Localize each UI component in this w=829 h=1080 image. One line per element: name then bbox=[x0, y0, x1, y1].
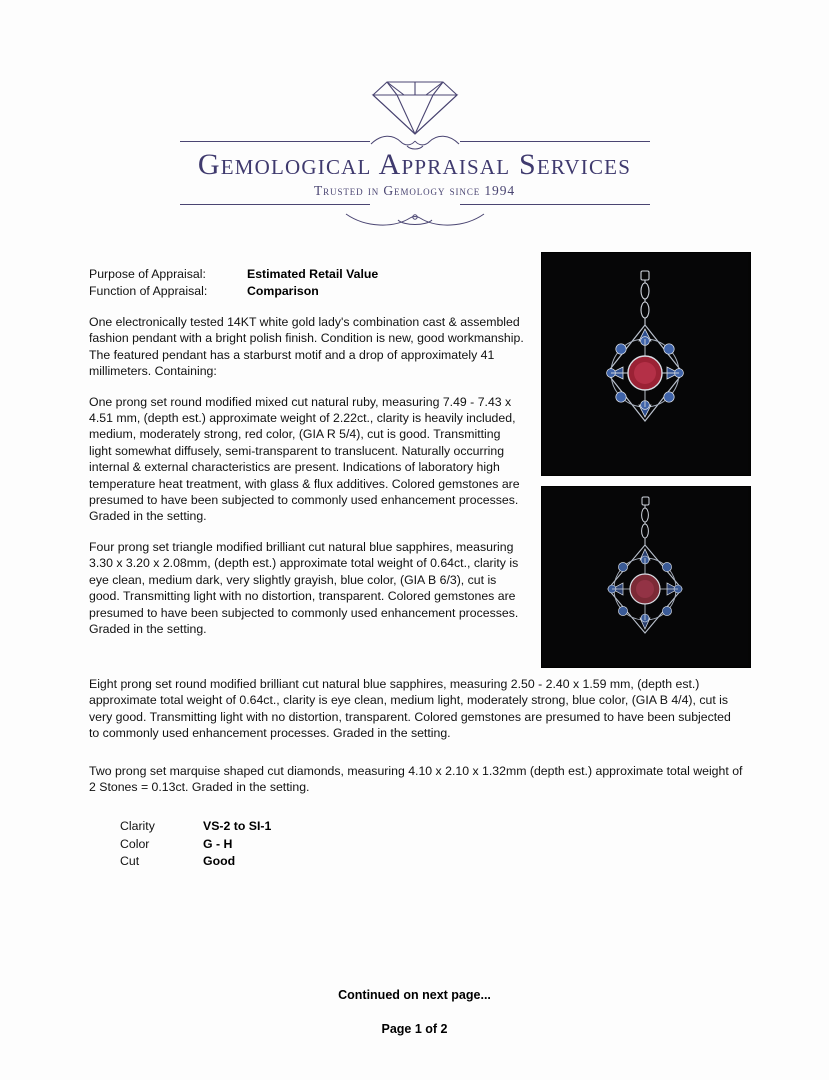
document-header bbox=[0, 78, 829, 234]
flourish-ornament-icon bbox=[340, 208, 490, 230]
function-label: Function of Appraisal: bbox=[89, 284, 208, 298]
purpose-label: Purpose of Appraisal: bbox=[89, 267, 206, 281]
function-row bbox=[89, 283, 378, 300]
intro-paragraph: One electronically tested 14KT white gold lady's combination cast & assembled fashion pendant with a bright polish finish. Condition is new, good workmanship. The featured pendant has a starburst motif and a drop of approximately 41 millimeters. Containing: bbox=[89, 315, 524, 379]
spec-value-cut: Good bbox=[203, 854, 236, 868]
diamond-paragraph: Two prong set marquise shaped cut diamonds, measuring 4.10 x 2.10 x 1.32mm (depth est.) approximate total weight of 2 Stones = 0.13ct. Graded in the setting. bbox=[89, 764, 743, 795]
spec-value-clarity: VS-2 to SI-1 bbox=[203, 819, 272, 833]
purpose-row bbox=[89, 266, 378, 283]
purpose-block bbox=[89, 266, 378, 300]
pendant-illustration-top bbox=[542, 253, 748, 473]
spec-row-clarity bbox=[120, 818, 271, 836]
flourish-icon bbox=[367, 132, 463, 152]
continued-notice: Continued on next page... bbox=[338, 988, 491, 1002]
header-rule-top bbox=[180, 136, 650, 146]
triangle-sapphire-paragraph: Four prong set triangle modified brilliant cut natural blue sapphires, measuring 3.30 x 3.20 x 2.08mm, (depth est.) approximate total weight of 0.64ct., clarity is eye clean, medium dark, very slightly grayish, blue color, (GIA B 6/3), cut is good. Transmitting light with no distortion, transparent. Colored gemstones are presumed to have been subjected to commonly used enhancement processes. Graded in the setting. bbox=[89, 539, 519, 636]
spec-label-cut: Cut bbox=[120, 854, 140, 868]
round-sapphire-paragraph-wrap bbox=[89, 676, 743, 756]
company-name: Gemological Appraisal Services bbox=[197, 148, 632, 181]
spec-row-cut bbox=[120, 853, 271, 871]
diamond-icon bbox=[369, 78, 461, 136]
round-sapphire-paragraph: Eight prong set round modified brilliant cut natural blue sapphires, measuring 2.50 - 2.40 x 1.59 mm, (depth est.) approximate total weight of 0.64ct., clarity is eye clean, medium light, moderately strong, blue color, (GIA B 4/4), cut is very good. Transmitting light with no distortion, transparent. Colored gemstones are presumed to have been subjected to commonly used enhancement processes. Graded in the setting. bbox=[89, 677, 731, 741]
company-tagline: Trusted in Gemology since 1994 bbox=[314, 183, 515, 198]
pendant-photo-top bbox=[541, 252, 751, 476]
function-value: Comparison bbox=[247, 284, 319, 298]
spec-label-clarity: Clarity bbox=[120, 819, 155, 833]
diamond-specs-table bbox=[120, 818, 271, 871]
diamond-paragraph-wrap bbox=[89, 763, 743, 810]
purpose-value: Estimated Retail Value bbox=[247, 267, 379, 281]
header-flourish-bottom bbox=[180, 212, 650, 234]
page-number: Page 1 of 2 bbox=[381, 1022, 448, 1036]
appraisal-body-narrow bbox=[89, 314, 524, 651]
spec-label-color: Color bbox=[120, 836, 150, 851]
ruby-paragraph: One prong set round modified mixed cut natural ruby, measuring 7.49 - 7.43 x 4.51 mm, (depth est.) approximate weight of 2.22ct., clarity is heavily included, medium, moderately strong, red color, (GIA R 5/4), cut is good. Transmitting light somewhat diffusely, semi-transparent to translucent. Naturally occurring internal & external characteristics are present. Indications of laboratory high temperature heat treatment, with glass & flux additives. Colored gemstones are presumed to have been subjected to commonly used enhancement processes. Graded in the setting. bbox=[89, 394, 520, 524]
spec-row-color bbox=[120, 836, 271, 854]
pendant-photo-bottom bbox=[541, 486, 751, 668]
pendant-illustration-bottom bbox=[542, 487, 748, 665]
spec-value-color: G - H bbox=[203, 836, 233, 851]
